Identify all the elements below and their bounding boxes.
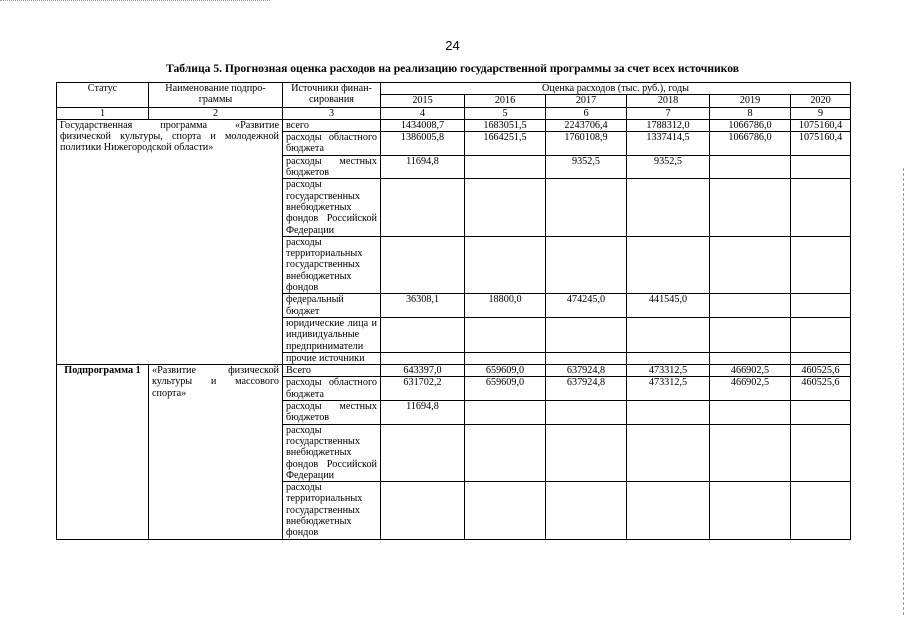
source-label: расходы территориальных государственных внебюджетных фондов: [283, 236, 381, 293]
year-cell: 2016: [465, 95, 546, 107]
source-label: расходы областного бюджета: [283, 132, 381, 156]
value-cell: [710, 317, 791, 352]
col-number: 3: [283, 107, 381, 119]
year-cell: 2019: [710, 95, 791, 107]
col-number: 8: [710, 107, 791, 119]
col-number: 6: [546, 107, 627, 119]
source-label: Всего: [283, 365, 381, 377]
value-cell: 1664251,5: [465, 132, 546, 156]
header-sources: Источники финан-сирования: [283, 83, 381, 108]
program-status: Государственная программа «Развитие физической культуры, спорта и молодежной политики Нижегородской области»: [57, 119, 283, 364]
program-row-total: [57, 119, 851, 131]
value-cell: 9352,5: [627, 155, 710, 179]
value-cell: 1337414,5: [627, 132, 710, 156]
value-cell: [381, 482, 465, 539]
value-cell: [710, 236, 791, 293]
source-label: расходы местных бюджетов: [283, 401, 381, 425]
value-cell: [381, 317, 465, 352]
value-cell: 36308,1: [381, 294, 465, 318]
header-row: [57, 83, 851, 95]
value-cell: [791, 155, 851, 179]
value-cell: [465, 317, 546, 352]
value-cell: [381, 179, 465, 236]
value-cell: [710, 482, 791, 539]
value-cell: [627, 424, 710, 481]
value-cell: 637924,8: [546, 365, 627, 377]
value-cell: 473312,5: [627, 365, 710, 377]
source-label: расходы территориальных государственных внебюджетных фондов: [283, 482, 381, 539]
value-cell: 18800,0: [465, 294, 546, 318]
column-numbers-row: [57, 107, 851, 119]
value-cell: [791, 179, 851, 236]
value-cell: [627, 179, 710, 236]
value-cell: [710, 155, 791, 179]
value-cell: 643397,0: [381, 365, 465, 377]
page-number: 24: [445, 38, 460, 53]
subprogram-name: «Развитие физической культуры и массового спорта»: [149, 365, 283, 539]
budget-table: [56, 82, 851, 540]
value-cell: 637924,8: [546, 377, 627, 401]
value-cell: 1075160,4: [791, 132, 851, 156]
source-label: юридические лица и индивидуальные предприниматели: [283, 317, 381, 352]
value-cell: [381, 424, 465, 481]
value-cell: 11694,8: [381, 401, 465, 425]
value-cell: [465, 179, 546, 236]
value-cell: 460525,6: [791, 377, 851, 401]
value-cell: [546, 424, 627, 481]
value-cell: [710, 401, 791, 425]
top-dotted-rule: [0, 0, 270, 1]
value-cell: [710, 424, 791, 481]
value-cell: [627, 352, 710, 364]
value-cell: 659609,0: [465, 377, 546, 401]
value-cell: [791, 236, 851, 293]
source-label: расходы областного бюджета: [283, 377, 381, 401]
value-cell: [546, 352, 627, 364]
subprogram-status: Подпрограмма 1: [57, 365, 149, 539]
source-label: прочие источники: [283, 352, 381, 364]
value-cell: [710, 352, 791, 364]
value-cell: 1788312,0: [627, 119, 710, 131]
value-cell: 11694,8: [381, 155, 465, 179]
value-cell: 474245,0: [546, 294, 627, 318]
value-cell: [465, 352, 546, 364]
value-cell: [465, 424, 546, 481]
col-number: 4: [381, 107, 465, 119]
right-dashed-rule: [903, 168, 904, 615]
value-cell: [627, 482, 710, 539]
value-cell: [627, 401, 710, 425]
value-cell: [710, 179, 791, 236]
value-cell: [791, 424, 851, 481]
value-cell: 1434008,7: [381, 119, 465, 131]
source-label: расходы государственных внебюджетных фондов Российской Федерации: [283, 424, 381, 481]
value-cell: 9352,5: [546, 155, 627, 179]
table-title: Таблица 5. Прогнозная оценка расходов на реализацию государственной программы за счет всех источников: [166, 62, 739, 75]
value-cell: [546, 482, 627, 539]
value-cell: 1066786,0: [710, 119, 791, 131]
value-cell: 1386005,8: [381, 132, 465, 156]
col-number: 9: [791, 107, 851, 119]
value-cell: [791, 482, 851, 539]
value-cell: [791, 401, 851, 425]
value-cell: [546, 179, 627, 236]
value-cell: [465, 155, 546, 179]
value-cell: 466902,5: [710, 377, 791, 401]
value-cell: 1683051,5: [465, 119, 546, 131]
value-cell: [627, 317, 710, 352]
value-cell: [546, 401, 627, 425]
value-cell: 659609,0: [465, 365, 546, 377]
source-label: расходы местных бюджетов: [283, 155, 381, 179]
source-label: всего: [283, 119, 381, 131]
value-cell: 460525,6: [791, 365, 851, 377]
value-cell: 441545,0: [627, 294, 710, 318]
value-cell: [465, 236, 546, 293]
col-number: 1: [57, 107, 149, 119]
header-status: Статус: [57, 83, 149, 108]
col-number: 2: [149, 107, 283, 119]
header-name: Наименование подпро-граммы: [149, 83, 283, 108]
value-cell: [465, 482, 546, 539]
year-cell: 2017: [546, 95, 627, 107]
value-cell: 631702,2: [381, 377, 465, 401]
subprogram-row-total: [57, 365, 851, 377]
value-cell: [791, 317, 851, 352]
value-cell: 473312,5: [627, 377, 710, 401]
value-cell: [546, 317, 627, 352]
year-cell: 2020: [791, 95, 851, 107]
year-cell: 2018: [627, 95, 710, 107]
value-cell: 2243706,4: [546, 119, 627, 131]
value-cell: [791, 352, 851, 364]
year-cell: 2015: [381, 95, 465, 107]
value-cell: 1760108,9: [546, 132, 627, 156]
value-cell: 466902,5: [710, 365, 791, 377]
source-label: расходы государственных внебюджетных фондов Российской Федерации: [283, 179, 381, 236]
header-estimate: Оценка расходов (тыс. руб.), годы: [381, 83, 851, 95]
value-cell: [381, 236, 465, 293]
value-cell: [627, 236, 710, 293]
col-number: 5: [465, 107, 546, 119]
value-cell: [791, 294, 851, 318]
value-cell: [465, 401, 546, 425]
value-cell: 1066786,0: [710, 132, 791, 156]
value-cell: [710, 294, 791, 318]
value-cell: [381, 352, 465, 364]
col-number: 7: [627, 107, 710, 119]
source-label: федеральный бюджет: [283, 294, 381, 318]
value-cell: [546, 236, 627, 293]
value-cell: 1075160,4: [791, 119, 851, 131]
